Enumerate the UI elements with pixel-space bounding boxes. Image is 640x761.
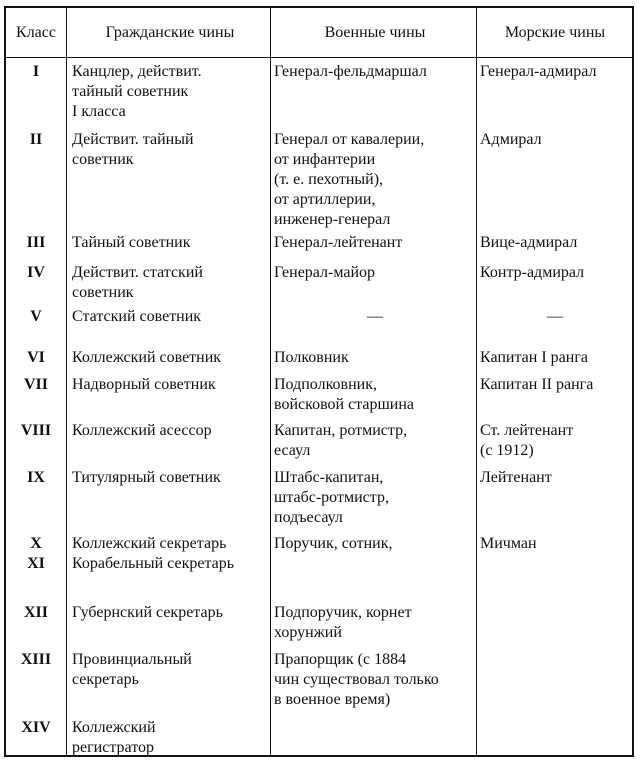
table-cell-naval: Капитан I ранга bbox=[480, 349, 588, 366]
table-cell-klass: III bbox=[26, 234, 46, 251]
table-cell-naval: Мичман bbox=[480, 535, 537, 552]
table-cell-klass: IV bbox=[27, 264, 45, 281]
table-cell-naval: — bbox=[547, 308, 563, 325]
table-cell-military: Полковник bbox=[274, 349, 349, 366]
table-cell-civil: Коллежский регистратор bbox=[72, 719, 156, 756]
table-cell-military: Генерал от кавалерии, от инфантерии (т. е. пехотный), от артиллерии, инженер-генерал bbox=[274, 131, 425, 228]
table-cell-klass: V bbox=[30, 308, 42, 325]
table-cell-naval: Вице-адмирал bbox=[480, 234, 578, 251]
table-cell-civil: Статский советник bbox=[72, 308, 202, 325]
header-military: Военные чины bbox=[324, 24, 426, 41]
table-cell-klass: XII bbox=[23, 604, 48, 621]
table-cell-military: Подполковник, войсковой старшина bbox=[274, 376, 415, 413]
table-cell-klass: II bbox=[29, 131, 43, 148]
column-divider bbox=[270, 8, 271, 755]
table-cell-klass: IX bbox=[27, 469, 45, 486]
table-cell-naval: Адмирал bbox=[480, 131, 542, 148]
rank-table bbox=[4, 6, 634, 757]
column-divider bbox=[66, 8, 67, 755]
table-cell-civil: Канцлер, действит. тайный советник I класса bbox=[72, 63, 202, 120]
table-cell-klass: VI bbox=[27, 349, 45, 366]
table-cell-naval: Контр-адмирал bbox=[480, 264, 585, 281]
table-cell-klass: VII bbox=[23, 376, 48, 393]
table-cell-civil: Коллежский асессор bbox=[72, 422, 212, 439]
table-cell-military: Подпоручик, корнет хорунжий bbox=[274, 604, 412, 641]
header-divider bbox=[6, 57, 632, 58]
header-civil: Гражданские чины bbox=[105, 24, 235, 41]
header-naval: Морские чины bbox=[504, 24, 606, 41]
table-cell-military: — bbox=[367, 308, 383, 325]
table-cell-naval: Капитан II ранга bbox=[480, 376, 594, 393]
table-cell-klass: XIII bbox=[20, 651, 52, 668]
table-cell-civil: Надворный советник bbox=[72, 376, 216, 393]
table-cell-klass: XIV bbox=[21, 719, 51, 736]
table-cell-military: Капитан, ротмистр, есаул bbox=[274, 422, 408, 459]
table-cell-civil: Губернский секретарь bbox=[72, 604, 223, 621]
table-cell-military: Генерал-майор bbox=[274, 264, 376, 281]
table-cell-naval: Ст. лейтенант (с 1912) bbox=[480, 422, 574, 459]
table-cell-naval: Лейтенант bbox=[480, 469, 552, 486]
table-cell-military: Генерал-лейтенант bbox=[274, 234, 403, 251]
table-cell-civil: Действит. статский советник bbox=[72, 264, 203, 301]
table-cell-civil: Коллежский советник bbox=[72, 349, 222, 366]
table-cell-military: Поручик, сотник, bbox=[274, 535, 393, 552]
table-cell-civil: Титулярный советник bbox=[72, 469, 221, 486]
table-cell-military: Штабс-капитан, штабс-ротмистр, подъесаул bbox=[274, 469, 389, 526]
table-cell-klass: X XI bbox=[27, 535, 45, 572]
header-klass: Класс bbox=[16, 24, 56, 41]
table-cell-civil: Тайный советник bbox=[72, 234, 191, 251]
table-cell-naval: Генерал-адмирал bbox=[480, 63, 597, 80]
table-cell-civil: Действит. тайный советник bbox=[72, 131, 194, 168]
table-cell-civil: Коллежский секретарь Корабельный секретарь bbox=[72, 535, 235, 572]
table-cell-military: Прапорщик (с 1884 чин существовал только в военное время) bbox=[274, 651, 439, 708]
table-cell-civil: Провинциальный секретарь bbox=[72, 651, 192, 688]
table-cell-military: Генерал-фельдмаршал bbox=[274, 63, 427, 80]
column-divider bbox=[476, 8, 477, 755]
table-cell-klass: I bbox=[32, 63, 40, 80]
table-cell-klass: VIII bbox=[20, 422, 52, 439]
